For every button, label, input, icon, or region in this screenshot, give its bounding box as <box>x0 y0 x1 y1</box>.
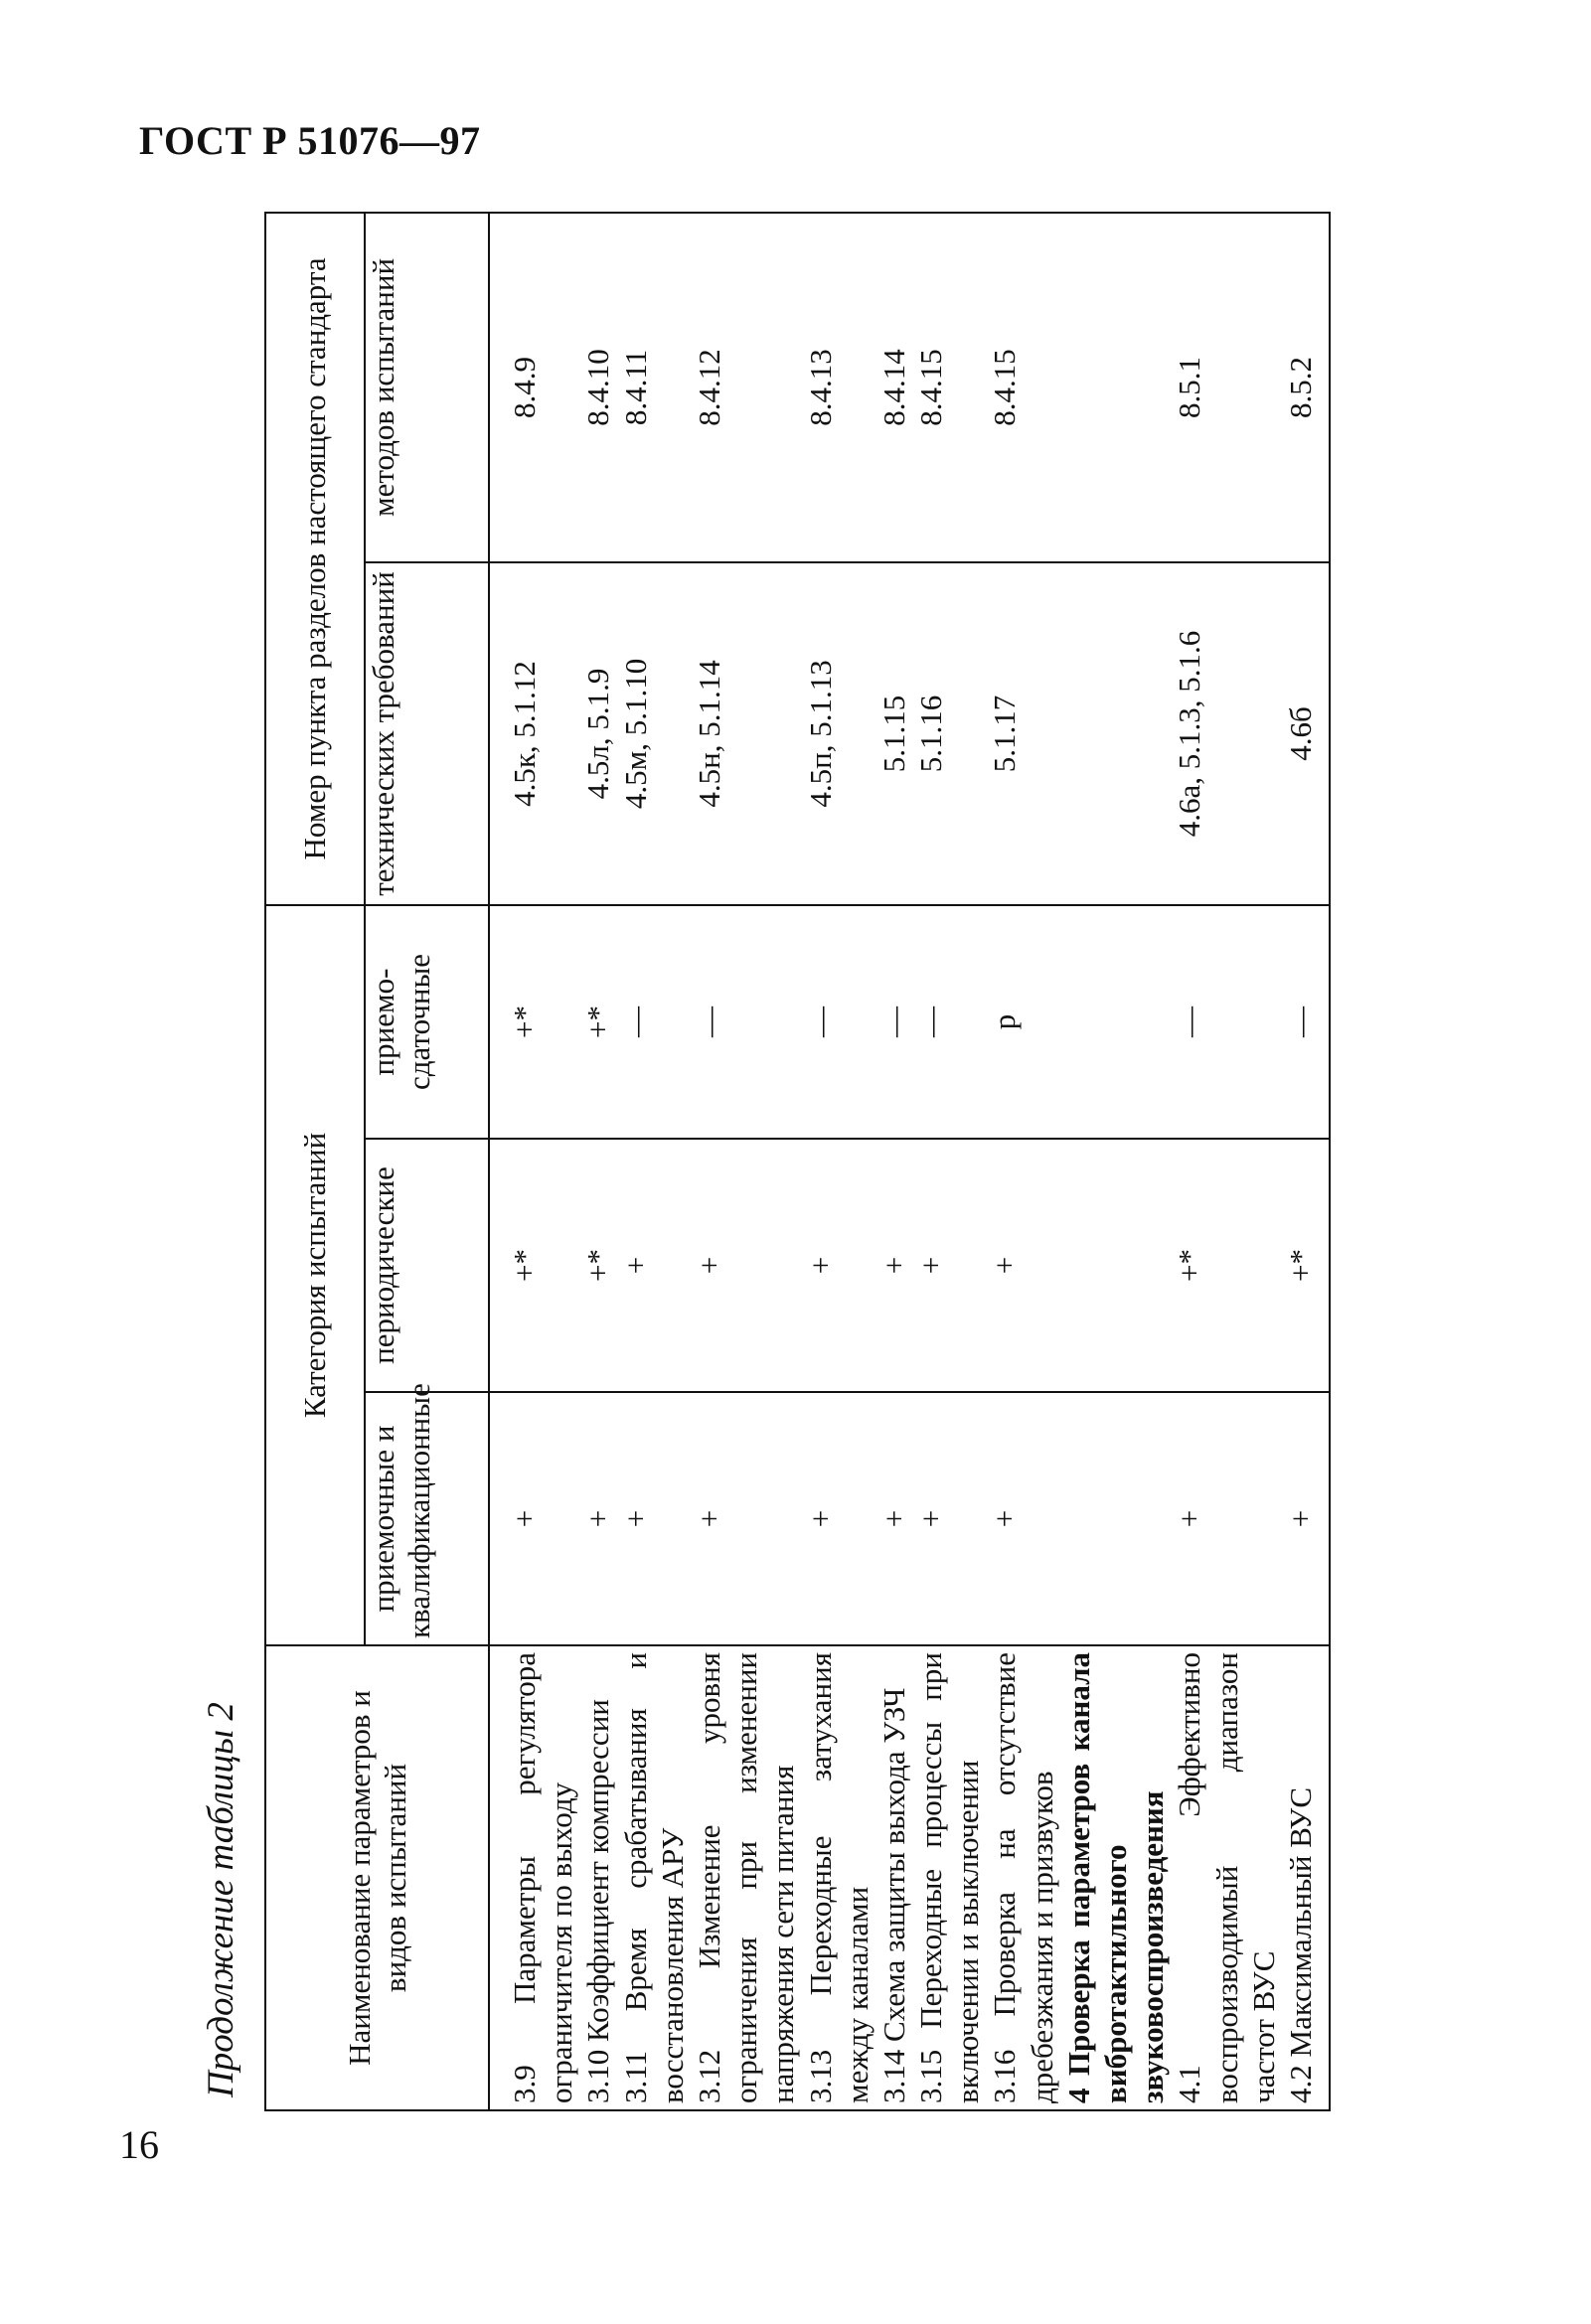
table-row <box>1282 213 1330 2110</box>
header-periodic: периодические <box>365 1139 489 1392</box>
section-name: 4 Проверка параметров канала вибротактильного звуковоспроизведения <box>1060 1645 1172 2110</box>
header-clause-group: Номер пункта разделов настоящего стандарта <box>265 213 365 905</box>
row-technical-ref: 5.1.15 <box>875 562 912 905</box>
header-name: Наименование параметров и видов испытаний <box>265 1645 489 2110</box>
row-technical-ref <box>1060 562 1172 905</box>
row-name: 3.10 Коэффициент компрессии <box>579 1645 616 2110</box>
table-row <box>579 213 616 2110</box>
row-acceptance-mark: + <box>802 1392 875 1645</box>
row-method-ref: 8.4.10 <box>579 213 616 562</box>
header-test-methods: методов испытаний <box>365 213 489 562</box>
row-name: 3.16 Проверка на отсутствие дребезжания и призвуков <box>986 1645 1059 2110</box>
row-handover-mark: — <box>1282 905 1330 1139</box>
row-method-ref: 8.5.1 <box>1171 213 1282 562</box>
row-handover-mark: +* <box>579 905 616 1139</box>
row-handover-mark: +* <box>489 905 579 1139</box>
row-acceptance-mark: + <box>912 1392 986 1645</box>
header-category-group: Категория испытаний <box>265 905 365 1645</box>
row-handover-mark: — <box>802 905 875 1139</box>
table-row <box>617 213 691 2110</box>
row-name: 4.1 Эффективно воспроизводимый диапазон частот ВУС <box>1171 1645 1282 2110</box>
table-row <box>986 213 1059 2110</box>
table-row <box>489 213 579 2110</box>
row-handover-mark: — <box>1171 905 1282 1139</box>
row-periodic-mark: +* <box>1282 1139 1330 1392</box>
row-method-ref <box>1060 213 1172 562</box>
table-continuation-label: Продолжение таблицы 2 <box>201 1702 241 2097</box>
table-row-section <box>1060 213 1172 2110</box>
row-name: 3.12 Изменение уровня ограничения при изменении напряжения сети питания <box>691 1645 802 2110</box>
table-row <box>1171 213 1282 2110</box>
row-handover-mark: — <box>912 905 986 1139</box>
row-technical-ref: 5.1.17 <box>986 562 1059 905</box>
row-handover-mark: — <box>691 905 802 1139</box>
row-name: 3.13 Переходные затухания между каналами <box>802 1645 875 2110</box>
row-acceptance-mark <box>1060 1392 1172 1645</box>
header-handover: приемо-сдаточные <box>365 905 489 1139</box>
row-technical-ref: 4.5н, 5.1.14 <box>691 562 802 905</box>
row-method-ref: 8.5.2 <box>1282 213 1330 562</box>
table-row <box>802 213 875 2110</box>
table-row <box>691 213 802 2110</box>
row-technical-ref: 4.6а, 5.1.3, 5.1.6 <box>1171 562 1282 905</box>
row-acceptance-mark: + <box>986 1392 1059 1645</box>
table-row <box>912 213 986 2110</box>
row-acceptance-mark: + <box>1171 1392 1282 1645</box>
page-number: 16 <box>119 2122 159 2167</box>
row-method-ref: 8.4.12 <box>691 213 802 562</box>
row-method-ref: 8.4.14 <box>875 213 912 562</box>
row-periodic-mark: +* <box>579 1139 616 1392</box>
row-periodic-mark: +* <box>489 1139 579 1392</box>
row-periodic-mark: + <box>875 1139 912 1392</box>
row-name: 3.11 Время срабатывания и восстановления АРУ <box>617 1645 691 2110</box>
row-periodic-mark: + <box>691 1139 802 1392</box>
row-technical-ref: 4.5м, 5.1.10 <box>617 562 691 905</box>
row-periodic-mark: +* <box>1171 1139 1282 1392</box>
row-method-ref: 8.4.11 <box>617 213 691 562</box>
row-acceptance-mark: + <box>875 1392 912 1645</box>
row-name: 3.9 Параметры регулятора ограничителя по выходу <box>489 1645 579 2110</box>
row-handover-mark: — <box>617 905 691 1139</box>
row-acceptance-mark: + <box>489 1392 579 1645</box>
row-technical-ref: 5.1.16 <box>912 562 986 905</box>
row-handover-mark: р <box>986 905 1059 1139</box>
row-method-ref: 8.4.9 <box>489 213 579 562</box>
row-periodic-mark: + <box>802 1139 875 1392</box>
row-technical-ref: 4.5л, 5.1.9 <box>579 562 616 905</box>
row-periodic-mark <box>1060 1139 1172 1392</box>
row-handover-mark: — <box>875 905 912 1139</box>
row-handover-mark <box>1060 905 1172 1139</box>
header-technical-requirements: технических требований <box>365 562 489 905</box>
document-title: ГОСТ Р 51076—97 <box>139 118 481 163</box>
row-name: 4.2 Максимальный ВУС <box>1282 1645 1330 2110</box>
row-acceptance-mark: + <box>1282 1392 1330 1645</box>
row-acceptance-mark: + <box>691 1392 802 1645</box>
row-name: 3.15 Переходные процессы при включении и выключении <box>912 1645 986 2110</box>
row-periodic-mark: + <box>617 1139 691 1392</box>
row-method-ref: 8.4.13 <box>802 213 875 562</box>
row-technical-ref: 4.5п, 5.1.13 <box>802 562 875 905</box>
row-method-ref: 8.4.15 <box>912 213 986 562</box>
table-row <box>875 213 912 2110</box>
row-acceptance-mark: + <box>617 1392 691 1645</box>
row-periodic-mark: + <box>986 1139 1059 1392</box>
row-method-ref: 8.4.15 <box>986 213 1059 562</box>
row-technical-ref: 4.6б <box>1282 562 1330 905</box>
test-categories-table <box>264 212 1331 2111</box>
header-acceptance-qualification: приемочные и квалификационные <box>365 1392 489 1645</box>
row-acceptance-mark: + <box>579 1392 616 1645</box>
rotated-table-block <box>179 214 1511 2111</box>
row-periodic-mark: + <box>912 1139 986 1392</box>
row-technical-ref: 4.5к, 5.1.12 <box>489 562 579 905</box>
row-name: 3.14 Схема защиты выхода УЗЧ <box>875 1645 912 2110</box>
